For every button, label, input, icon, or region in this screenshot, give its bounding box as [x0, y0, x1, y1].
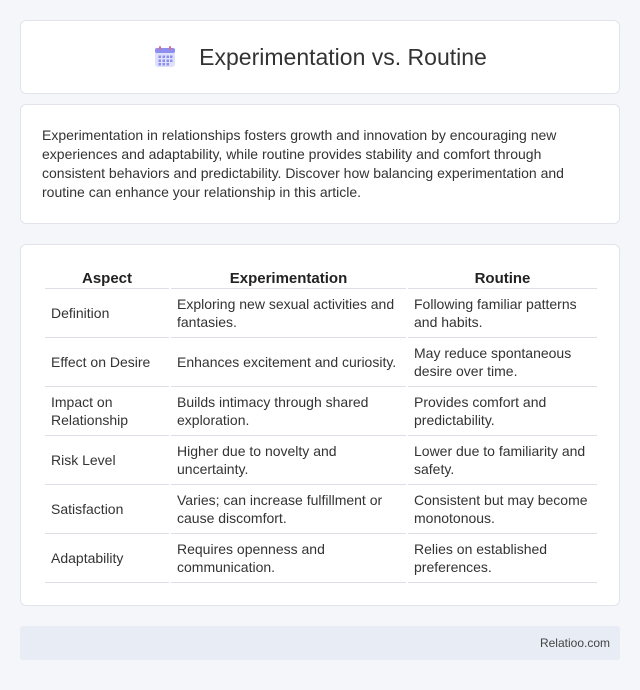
table-row	[45, 534, 597, 583]
comparison-table	[43, 265, 599, 583]
routine-cell: May reduce spontaneous desire over time.	[408, 338, 597, 387]
experimentation-cell: Enhances excitement and curiosity.	[171, 338, 406, 387]
experimentation-cell: Exploring new sexual activities and fantasies.	[171, 289, 406, 338]
column-header-routine: Routine	[408, 265, 597, 289]
experimentation-cell: Builds intimacy through shared exploration.	[171, 387, 406, 436]
title-card	[20, 20, 620, 94]
routine-cell: Lower due to familiarity and safety.	[408, 436, 597, 485]
intro-card	[20, 104, 620, 224]
table-row	[45, 485, 597, 534]
routine-cell: Provides comfort and predictability.	[408, 387, 597, 436]
table-row	[45, 387, 597, 436]
footer-bar	[20, 626, 620, 660]
aspect-cell: Effect on Desire	[45, 338, 169, 387]
calendar-icon	[153, 45, 177, 69]
table-row	[45, 338, 597, 387]
table-row	[45, 436, 597, 485]
aspect-cell: Definition	[45, 289, 169, 338]
table-header-row	[45, 265, 597, 289]
intro-text: Experimentation in relationships fosters growth and innovation by encouraging new experiences and adaptability, while routine provides stability and comfort through consistent behaviors and predictability. Discover how balancing experimentation and routine can enhance your relationship in this article.	[42, 127, 564, 200]
column-header-aspect: Aspect	[45, 265, 169, 289]
comparison-card	[20, 244, 620, 606]
aspect-cell: Risk Level	[45, 436, 169, 485]
aspect-cell: Impact on Relationship	[45, 387, 169, 436]
experimentation-cell: Requires openness and communication.	[171, 534, 406, 583]
aspect-cell: Adaptability	[45, 534, 169, 583]
experimentation-cell: Varies; can increase fulfillment or cause discomfort.	[171, 485, 406, 534]
experimentation-cell: Higher due to novelty and uncertainty.	[171, 436, 406, 485]
routine-cell: Following familiar patterns and habits.	[408, 289, 597, 338]
page-title: Experimentation vs. Routine	[199, 43, 487, 70]
routine-cell: Relies on established preferences.	[408, 534, 597, 583]
column-header-experimentation: Experimentation	[171, 265, 406, 289]
footer-brand[interactable]: Relatioo.com	[539, 636, 610, 650]
routine-cell: Consistent but may become monotonous.	[408, 485, 597, 534]
aspect-cell: Satisfaction	[45, 485, 169, 534]
table-row	[45, 289, 597, 338]
